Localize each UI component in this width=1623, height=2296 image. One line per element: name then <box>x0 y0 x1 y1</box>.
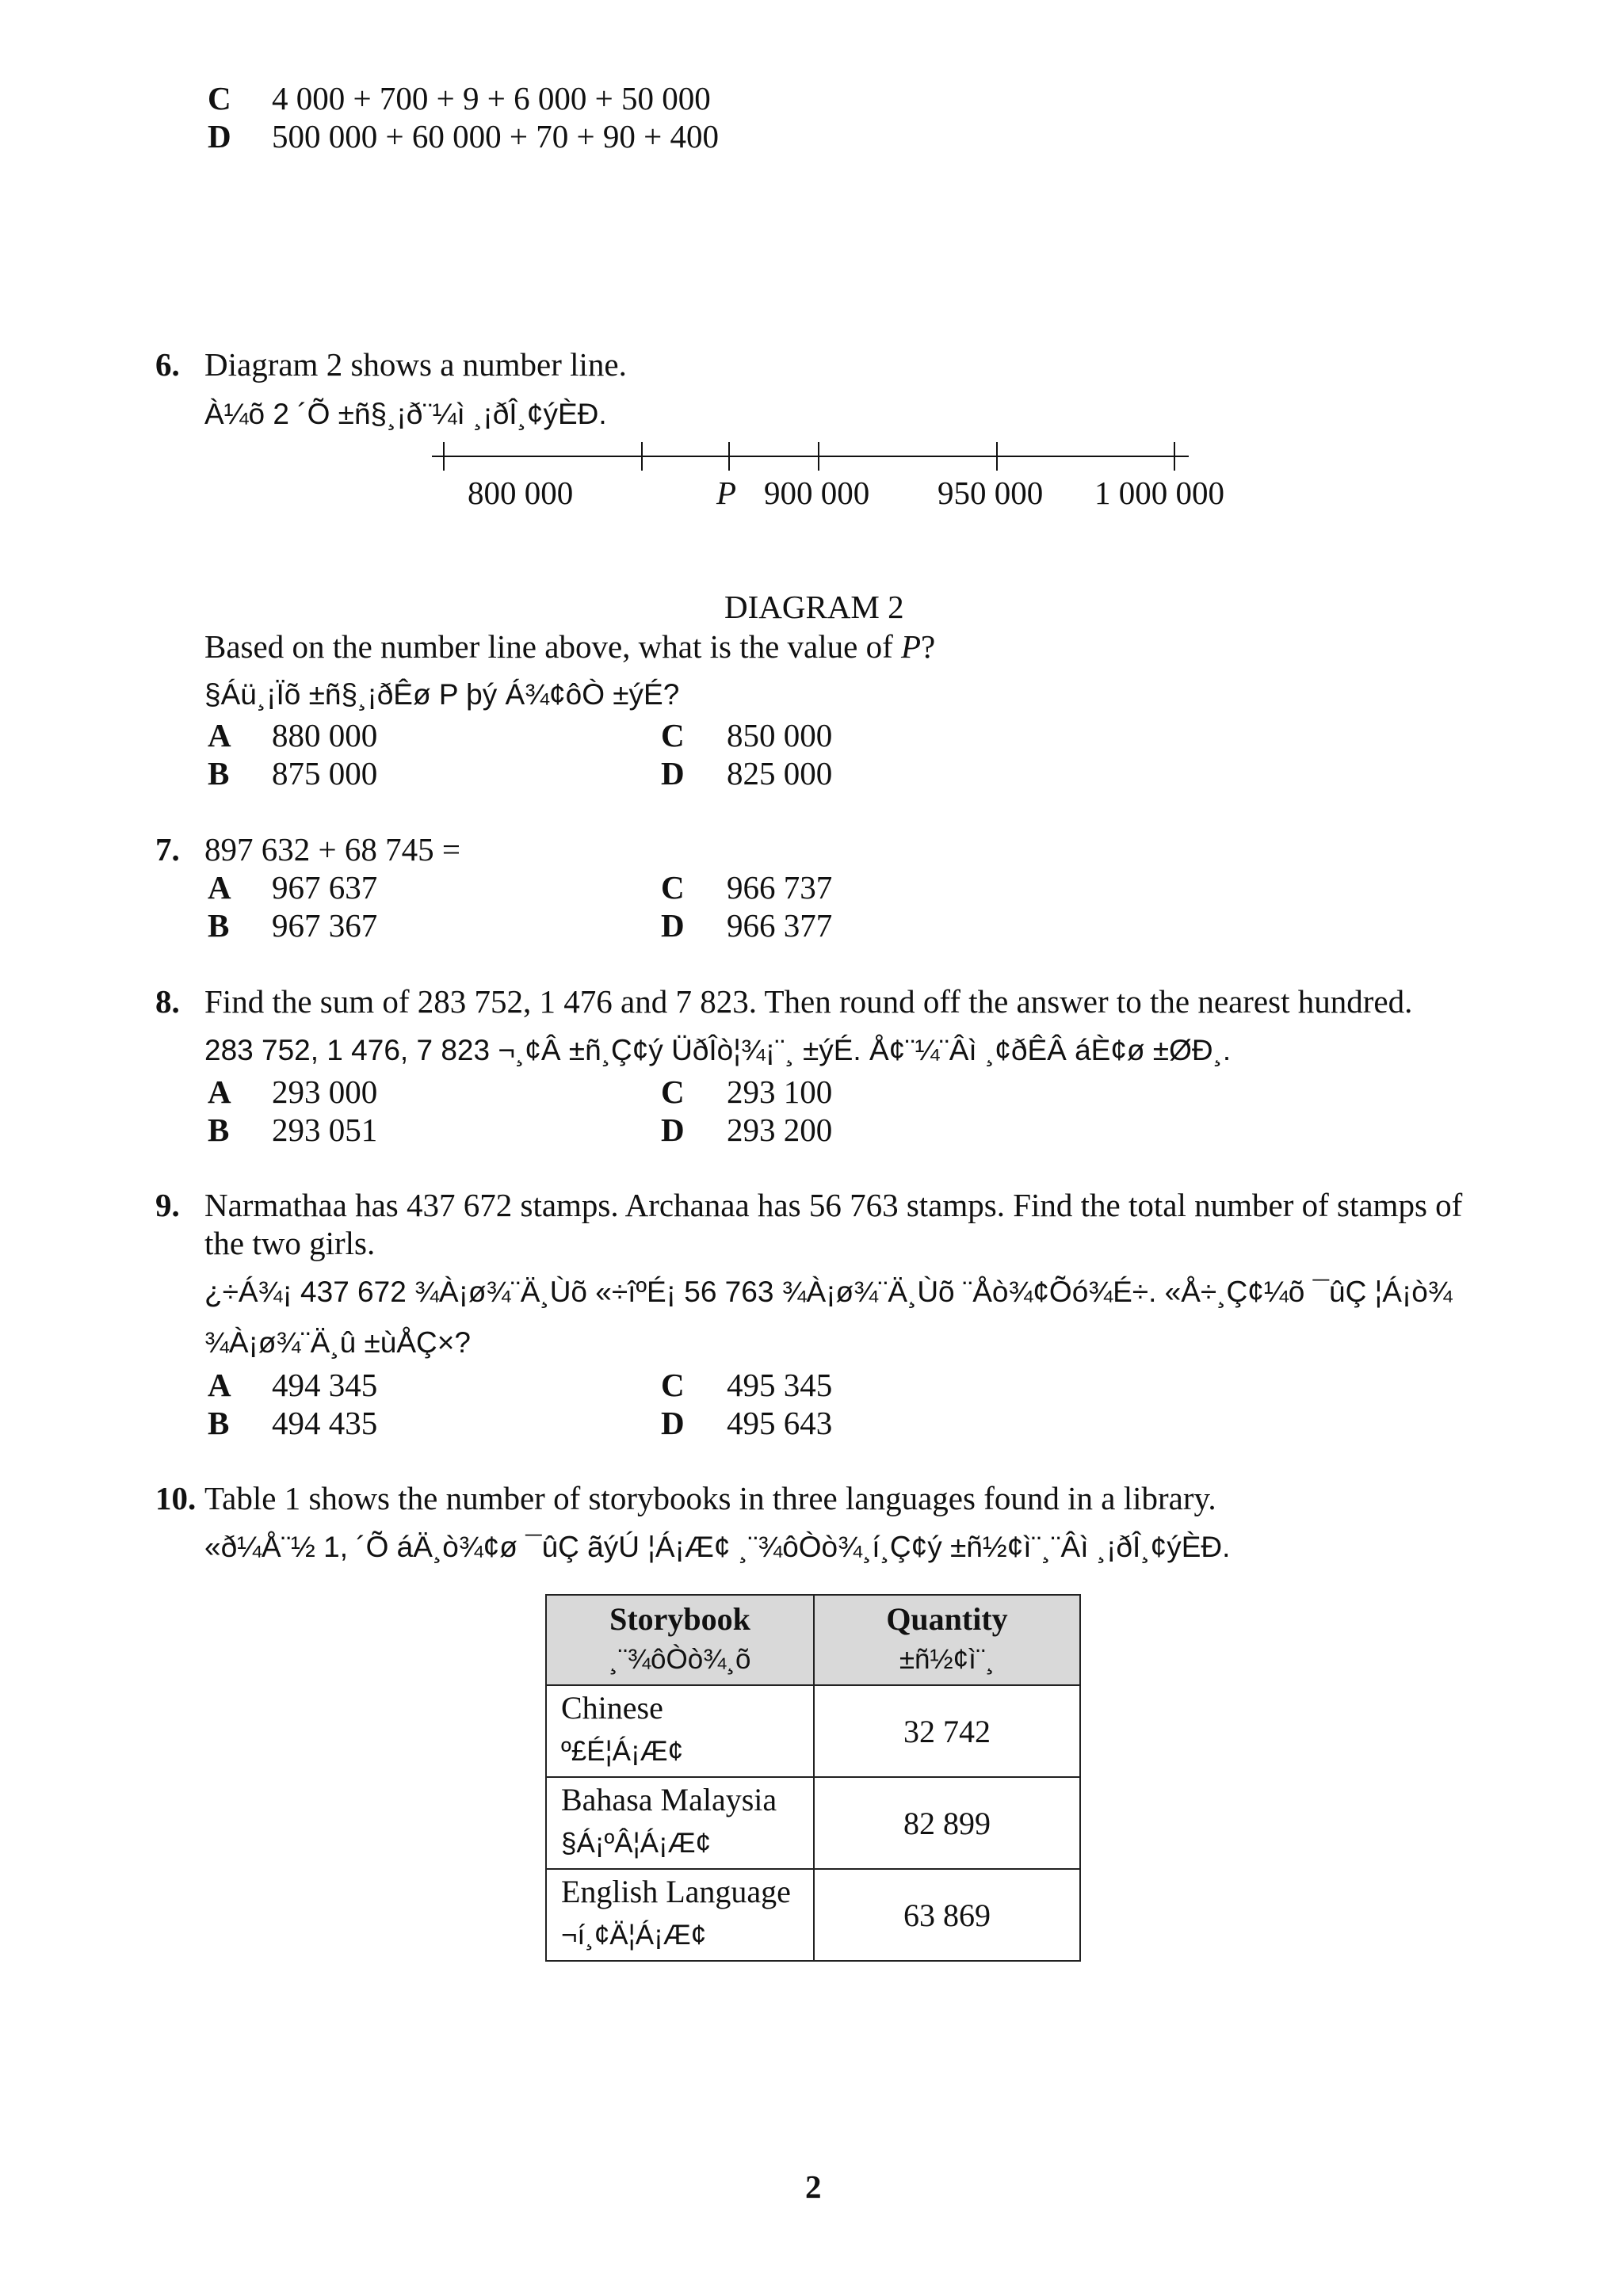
row-language <box>546 1869 814 1961</box>
header-storybook-label: Storybook <box>609 1601 750 1637</box>
q7-number: 7. <box>155 831 180 868</box>
q6-option-b-text[interactable]: 875 000 <box>272 755 378 791</box>
q9-option-b-text[interactable]: 494 435 <box>272 1405 378 1441</box>
q9-text-line1: Narmathaa has 437 672 stamps. Archanaa has 56 763 stamps. Find the total number of stamps of <box>204 1187 1463 1223</box>
number-line <box>428 436 1236 523</box>
q8-option-b-letter[interactable]: B <box>208 1112 230 1148</box>
page-number: 2 <box>805 2168 822 2205</box>
nl-label-p: P <box>716 475 737 511</box>
header-quantity-sub: ±ñ½¢ì¨¸ <box>899 1644 995 1675</box>
q7-option-c-text[interactable]: 966 737 <box>727 869 833 906</box>
row-language <box>546 1685 814 1777</box>
q10-text: Table 1 shows the number of storybooks in three languages found in a library. <box>204 1480 1216 1516</box>
table-row <box>546 1685 1080 1777</box>
q9-number: 9. <box>155 1187 180 1223</box>
q6-question <box>204 627 935 666</box>
q9-option-d-letter[interactable]: D <box>661 1405 685 1441</box>
q5-option-c-letter: C <box>208 80 231 116</box>
row-language-label: Chinese <box>561 1690 663 1726</box>
q6-question-alt: §Áü¸¡Ïõ ±ñ§¸¡ðÊø P þý Á¾¢ôÒ ±ýÉ? <box>204 678 680 711</box>
q6-text: Diagram 2 shows a number line. <box>204 346 627 383</box>
q7-option-a-text[interactable]: 967 637 <box>272 869 378 906</box>
q6-option-d-text[interactable]: 825 000 <box>727 755 833 791</box>
q7-option-b-letter[interactable]: B <box>208 907 230 944</box>
q9-text-line2: the two girls. <box>204 1225 376 1261</box>
q8-option-d-letter[interactable]: D <box>661 1112 685 1148</box>
q6-option-a-letter[interactable]: A <box>208 717 231 753</box>
storybook-table <box>545 1594 1081 1962</box>
q6-question-var: P <box>900 628 922 665</box>
row-language <box>546 1777 814 1869</box>
q9-option-a-letter[interactable]: A <box>208 1367 231 1403</box>
q10-text-alt: «ð¼Å¨½ 1, ´Õ áÄ¸ò¾¢ø ¯ûÇ ãýÚ ¦Á¡Æ¢ ¸¨¾ôÒò¾¸í¸Ç¢ý ±ñ½¢ì¨¸¨Âì ¸¡ðÎ¸¢ýÈÐ. <box>204 1531 1231 1563</box>
q5-option-c-text: 4 000 + 700 + 9 + 6 000 + 50 000 <box>272 80 711 116</box>
q8-number: 8. <box>155 983 180 1020</box>
q5-option-d-text: 500 000 + 60 000 + 70 + 90 + 400 <box>272 118 719 154</box>
row-language-label: Bahasa Malaysia <box>561 1782 777 1817</box>
row-quantity: 63 869 <box>814 1869 1080 1961</box>
q6-option-d-letter[interactable]: D <box>661 755 685 791</box>
q6-option-c-text[interactable]: 850 000 <box>727 717 833 753</box>
row-quantity: 82 899 <box>814 1777 1080 1869</box>
nl-label-950000: 950 000 <box>938 475 1044 511</box>
table-header-row <box>546 1595 1080 1685</box>
q8-option-c-letter[interactable]: C <box>661 1074 685 1110</box>
q8-option-c-text[interactable]: 293 100 <box>727 1074 833 1110</box>
q8-text-alt: 283 752, 1 476, 7 823 ¬¸¢Â ±ñ¸Ç¢ý ÜðÎò¦¾¡¨¸ ±ýÉ. Å¢¨¼¨Âì ¸¢ðÊÂ áÈ¢ø ±ØÐ¸. <box>204 1034 1232 1066</box>
q6-option-b-letter[interactable]: B <box>208 755 230 791</box>
q7-option-a-letter[interactable]: A <box>208 869 231 906</box>
table-row <box>546 1869 1080 1961</box>
q9-option-a-text[interactable]: 494 345 <box>272 1367 378 1403</box>
row-language-label: English Language <box>561 1874 791 1909</box>
q6-number: 6. <box>155 346 180 383</box>
q9-alt-line2: ¾À¡ø¾¨Ä¸û ±ùÅÇ×? <box>204 1326 471 1359</box>
q5-option-d-letter: D <box>208 118 231 154</box>
row-language-alt: º£É¦Á¡Æ¢ <box>561 1736 684 1767</box>
q8-option-d-text[interactable]: 293 200 <box>727 1112 833 1148</box>
q9-alt-line1: ¿÷Á¾¡ 437 672 ¾À¡ø¾¨Ä¸Ùõ «÷îºÉ¡ 56 763 ¾À¡ø¾¨Ä¸Ùõ ¨Åò¾¢Õó¾É÷. «Å÷¸Ç¢¼õ ¯ûÇ ¦Á¡ò¾ <box>204 1276 1453 1308</box>
q6-question-text: Based on the number line above, what is the value of <box>204 628 901 665</box>
row-quantity: 32 742 <box>814 1685 1080 1777</box>
q9-option-c-letter[interactable]: C <box>661 1367 685 1403</box>
q6-option-c-letter[interactable]: C <box>661 717 685 753</box>
q9-option-d-text[interactable]: 495 643 <box>727 1405 833 1441</box>
table-row <box>546 1777 1080 1869</box>
q7-option-d-letter[interactable]: D <box>661 907 685 944</box>
q8-option-a-text[interactable]: 293 000 <box>272 1074 378 1110</box>
q6-question-end: ? <box>921 628 936 665</box>
nl-label-900000: 900 000 <box>764 475 870 511</box>
q7-option-b-text[interactable]: 967 367 <box>272 907 378 944</box>
nl-label-800000: 800 000 <box>468 475 574 511</box>
header-storybook <box>546 1595 814 1685</box>
q9-option-c-text[interactable]: 495 345 <box>727 1367 833 1403</box>
row-language-alt: ¬í¸¢Ä¦Á¡Æ¢ <box>561 1920 707 1951</box>
q8-text: Find the sum of 283 752, 1 476 and 7 823. Then round off the answer to the nearest hundred. <box>204 983 1413 1020</box>
row-language-alt: §Á¡ºÂ¦Á¡Æ¢ <box>561 1828 712 1859</box>
q7-text: 897 632 + 68 745 = <box>204 831 460 868</box>
q9-option-b-letter[interactable]: B <box>208 1405 230 1441</box>
diagram-caption: DIAGRAM 2 <box>724 589 904 625</box>
header-quantity <box>814 1595 1080 1685</box>
q7-option-d-text[interactable]: 966 377 <box>727 907 833 944</box>
q6-text-alt: À¼õ 2 ´Õ ±ñ§¸¡ð¨¼ì ¸¡ðÎ¸¢ýÈÐ. <box>204 398 607 430</box>
q7-option-c-letter[interactable]: C <box>661 869 685 906</box>
q10-number: 10. <box>155 1480 197 1516</box>
nl-label-1000000: 1 000 000 <box>1094 475 1224 511</box>
q8-option-a-letter[interactable]: A <box>208 1074 231 1110</box>
q6-option-a-text[interactable]: 880 000 <box>272 717 378 753</box>
header-storybook-sub: ¸¨¾ôÒò¾¸õ <box>609 1644 751 1675</box>
q8-option-b-text[interactable]: 293 051 <box>272 1112 378 1148</box>
header-quantity-label: Quantity <box>886 1601 1008 1637</box>
